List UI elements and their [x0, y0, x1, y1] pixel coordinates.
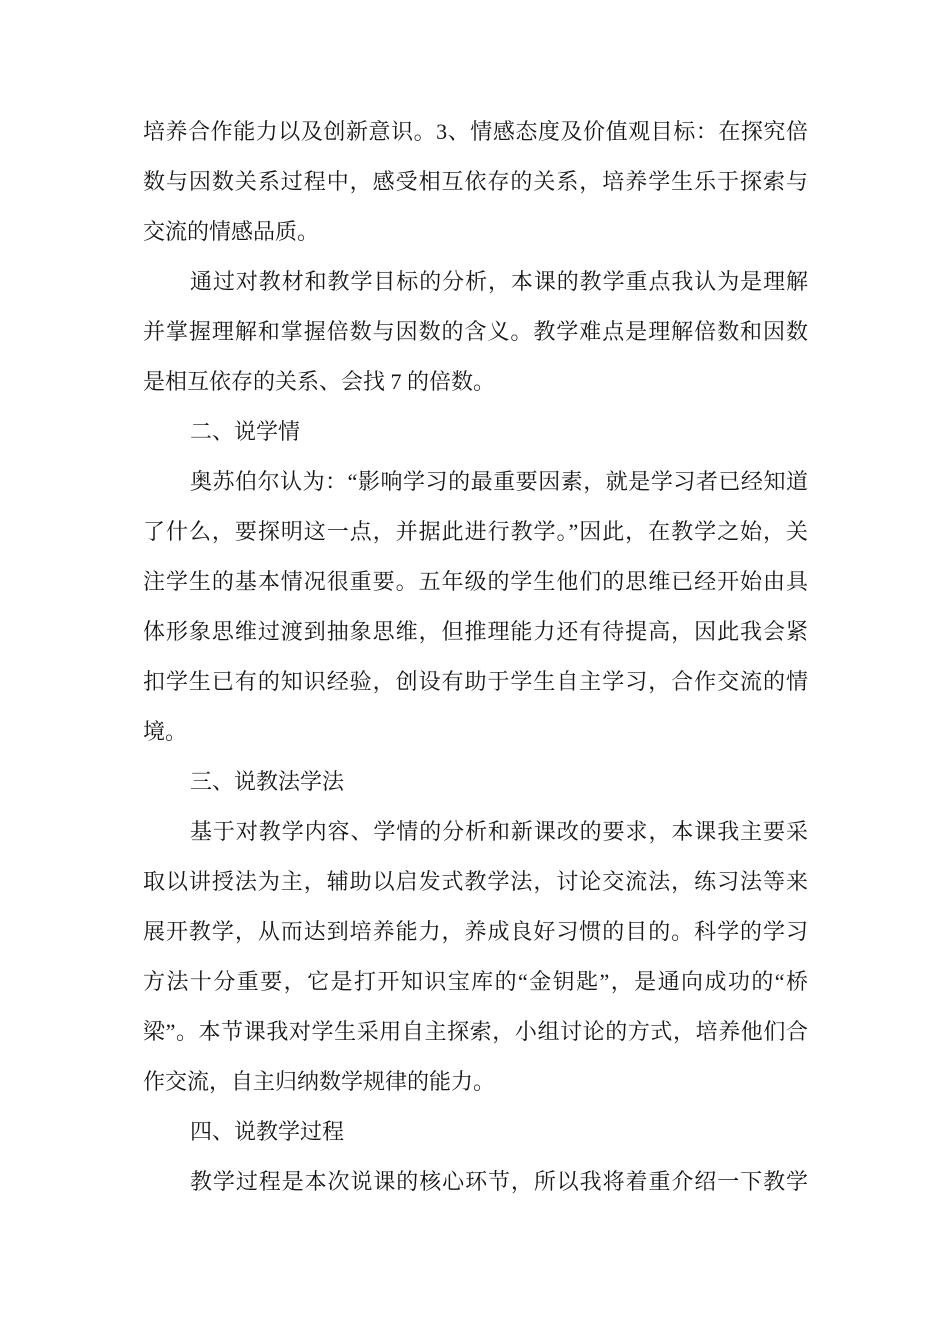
text-line: 是相互依存的关系、会找 7 的倍数。 [143, 369, 496, 394]
text-line: 通过对教材和教学目标的分析，本课的教学重点我认为是理解 [190, 269, 808, 294]
text-block [143, 107, 808, 1207]
text-line: 取以讲授法为主，辅助以启发式教学法，讨论交流法，练习法等来 [143, 869, 808, 894]
text-line: 境。 [143, 719, 188, 744]
text-line: 梁”。本节课我对学生采用自主探索，小组讨论的方式，培养他们合 [143, 1019, 808, 1044]
text-line: 作交流，自主归纳数学规律的能力。 [143, 1069, 496, 1094]
section-heading: 二、说学情 [190, 419, 301, 444]
text-line: 体形象思维过渡到抽象思维，但推理能力还有待提高，因此我会紧 [143, 619, 808, 644]
text-line: 方法十分重要，它是打开知识宝库的“金钥匙”，是通向成功的“桥 [143, 969, 808, 994]
section-heading: 四、说教学过程 [190, 1119, 345, 1144]
text-line: 交流的情感品质。 [143, 219, 320, 244]
text-line: 奥苏伯尔认为：“影响学习的最重要因素，就是学习者已经知道 [190, 469, 808, 494]
text-line: 培养合作能力以及创新意识。3、情感态度及价值观目标：在探究倍 [143, 119, 808, 144]
text-line: 展开教学，从而达到培养能力，养成良好习惯的目的。科学的学习 [143, 919, 808, 944]
text-line: 了什么，要探明这一点，并据此进行教学。”因此，在教学之始，关 [143, 519, 808, 544]
text-line: 并掌握理解和掌握倍数与因数的含义。教学难点是理解倍数和因数 [143, 319, 808, 344]
text-line: 注学生的基本情况很重要。五年级的学生他们的思维已经开始由具 [143, 569, 808, 594]
section-heading: 三、说教法学法 [190, 769, 345, 794]
text-line: 扣学生已有的知识经验，创设有助于学生自主学习，合作交流的情 [143, 669, 808, 694]
text-line: 基于对教学内容、学情的分析和新课改的要求，本课我主要采 [190, 819, 808, 844]
text-line: 数与因数关系过程中，感受相互依存的关系，培养学生乐于探索与 [143, 169, 808, 194]
text-line: 教学过程是本次说课的核心环节，所以我将着重介绍一下教学 [190, 1169, 808, 1194]
